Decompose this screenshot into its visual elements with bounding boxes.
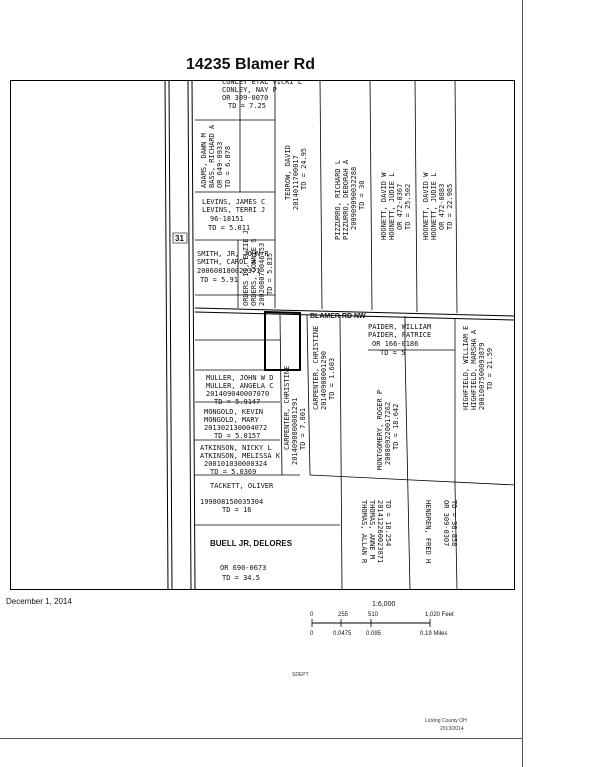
parcel-p3-ref: 2014011700017 (292, 155, 300, 210)
parcel-p14-td: TD = 16 (222, 506, 252, 514)
parcel-p12-owner: MONGOLD, KEVIN (204, 408, 264, 416)
parcel-p3-owner: TEDROW, DAVID (284, 145, 292, 200)
ns-road (165, 80, 195, 590)
parcel-p4-td: TD = 30 (358, 180, 366, 210)
parcel-p1-td: TD = 7.25 (228, 102, 266, 110)
parcel-p20-td: TD = 18.254 (384, 500, 392, 547)
map-frame (11, 81, 515, 590)
parcel-p2-owner: ADAMS, DAWN M (200, 133, 208, 188)
parcel-p12-owner2: MONGOLD, MARY (204, 416, 259, 424)
parcel-p11-ref: 201409040007070 (206, 390, 270, 398)
parcel-p9-owner: ORDERS II, ELZIE J (242, 230, 250, 306)
parcel-p2-ref: OR 649-0933 (216, 141, 224, 188)
parcel-p15-td: TD = 34.5 (222, 574, 260, 582)
parcel-p5-ref: OR 472-0367 (396, 183, 404, 230)
parcel-p17-owner: CARPENTER, CHRISTINE (312, 325, 320, 410)
map-date: December 1, 2014 (6, 597, 72, 606)
parcel-p7-td: TD = 5.011 (208, 224, 251, 232)
parcel-p6-ref: OR 472-0883 (438, 183, 446, 230)
parcel-p16-owner: CARPENTER, CHRISTINE (283, 365, 291, 450)
parcel-p15-ref: OR 690-0673 (220, 564, 267, 572)
parcel-p14-ref: 199808150035304 (200, 498, 264, 506)
parcel-p13-td: TD = 5.0369 (210, 468, 257, 476)
parcel-p16-ref: 2014090800001291 (291, 397, 299, 465)
parcel-p20-owner2: THOMAS, ANNE M (368, 500, 376, 560)
north-label: SDEPT (292, 672, 309, 678)
parcel-map[interactable] (10, 80, 515, 590)
parcel-p13-ref: 200101030000324 (204, 460, 268, 468)
parcel-p1-owner2: CONLEY, NAY P (222, 86, 277, 94)
parcel-p8-owner: SMITH, JR, JOHN R (197, 250, 269, 258)
parcel-p17-td: TD = 1.603 (328, 357, 336, 400)
parcel-p19-owner2: HIGHFIELD, MARSHA A (470, 329, 478, 410)
parcel-p16-td: TD = 7.801 (299, 407, 307, 450)
parcel-p10-owner: PAIDER, WILLIAM (368, 323, 432, 331)
parcel-p21-owner: HENDREN, FRED H (424, 500, 432, 564)
parcel-p11-td: TD = 5.9147 (214, 398, 261, 406)
mile-tick-3: 0.19 Miles (420, 631, 448, 637)
parcel-p21-ref: OR 309-0307 (442, 500, 450, 547)
parcel-p2-td: TD = 6.878 (224, 145, 232, 188)
parcel-p9-owner2: ORDERS, CONNIE S (250, 238, 258, 306)
parcel-p12-td: TD = 5.0157 (214, 432, 261, 440)
agency-year: 2013/2014 (440, 726, 464, 732)
parcel-p20-ref: 201412260023871 (376, 500, 384, 564)
parcel-p19-td: TD = 21.59 (486, 347, 494, 390)
mile-tick-1: 0.0475 (333, 631, 352, 637)
parcel-p18-owner: MONTGOMERY, ROGER P (376, 389, 384, 470)
route-marker: 31 (175, 234, 184, 243)
parcel-p18-td: TD = 18.642 (392, 403, 400, 450)
parcel-p20-owner: THOMAS, ALLAN R (360, 500, 368, 564)
page-edge-right (522, 0, 523, 767)
parcel-p4-owner2: PIZZURRO, DEBORAH A (342, 159, 350, 240)
parcel-p11-owner: MULLER, JOHN W D (206, 374, 274, 382)
feet-tick-3: 1,020 Feet (425, 612, 454, 618)
parcel-p6-owner: HOONETT, DAVID W (422, 172, 430, 240)
parcel-p7-owner2: LEVINS, TERRI J (202, 206, 266, 214)
page-title: 14235 Blamer Rd (186, 56, 315, 73)
parcel-p15-owner: BUELL JR, DELORES (210, 539, 293, 548)
parcel-p10-owner2: PAIDER, PATRICE (368, 331, 432, 339)
parcel-p9-td: TD = 5.835 (266, 252, 274, 295)
parcel-p5-owner2: HOONETT, JUDIE L (388, 172, 396, 240)
feet-tick-2: 510 (368, 612, 379, 618)
parcel-p12-ref: 201302130004072 (204, 424, 268, 432)
parcel-p1-ref: OR 309-0070 (222, 94, 269, 102)
parcel-p4-ref: 200909090032288 (350, 166, 358, 230)
parcel-p8-ref: 200608180022371 (197, 267, 261, 275)
parcel-p14-owner: TACKETT, OLIVER (210, 482, 274, 490)
parcel-p10-ref: OR 166-0186 (372, 340, 419, 348)
scale-bar (300, 596, 480, 641)
parcel-p5-owner: HOONETT, DAVID W (380, 172, 388, 240)
parcel-p1-owner: CONLEY ETAL VICKI L (222, 80, 303, 86)
parcel-p13-owner2: ATKINSON, MELISSA K (200, 452, 281, 460)
page-edge-bottom (0, 738, 523, 739)
parcel-p5-td: TD = 25.502 (404, 183, 412, 230)
parcel-p17-ref: 20140908001290 (320, 350, 328, 410)
parcel-p3-td: TD = 24.95 (300, 147, 308, 190)
parcel-p4-owner: PIZZURRO, RICHARD L (334, 159, 342, 240)
mile-tick-2: 0.095 (366, 631, 382, 637)
parcel-p11-owner2: MULLER, ANGELA C (206, 382, 274, 390)
parcel-p19-owner: HIGHFIELD, WILLIAM E (462, 325, 470, 410)
agency-label: Licking County OH (425, 718, 467, 724)
scale-ratio: 1:6,000 (372, 601, 396, 608)
parcel-p6-td: TD = 22.985 (446, 183, 454, 230)
parcel-p6-owner2: HOONETT, JUDIE L (430, 172, 438, 240)
parcel-p9-ref: 200208070046453 (258, 242, 266, 306)
road-label: BLAMER RD NW (310, 313, 366, 320)
feet-tick-0: 0 (310, 612, 314, 618)
parcel-p18-ref: 200809220017262 (384, 401, 392, 465)
parcel-p19-ref: 2001007500093879 (478, 342, 486, 410)
parcel-p8-owner2: SMITH, CAROL A (197, 258, 257, 266)
parcel-p13-owner: ATKINSON, NICKY L (200, 444, 272, 452)
mile-tick-0: 0 (310, 631, 314, 637)
parcel-p7-ref: 96-18151 (210, 215, 244, 223)
parcel-p7-owner: LEVINS, JAMES C (202, 198, 266, 206)
parcel-p21-td: TD = 38.858 (450, 500, 458, 547)
owner-labels (197, 80, 494, 582)
parcel-p8-td: TD = 5.91 (200, 276, 238, 284)
parcel-p10-td: TD = 5 (380, 349, 406, 357)
parcel-p2-owner2: BASS, RICHARD A (208, 124, 216, 188)
feet-tick-1: 255 (338, 612, 349, 618)
